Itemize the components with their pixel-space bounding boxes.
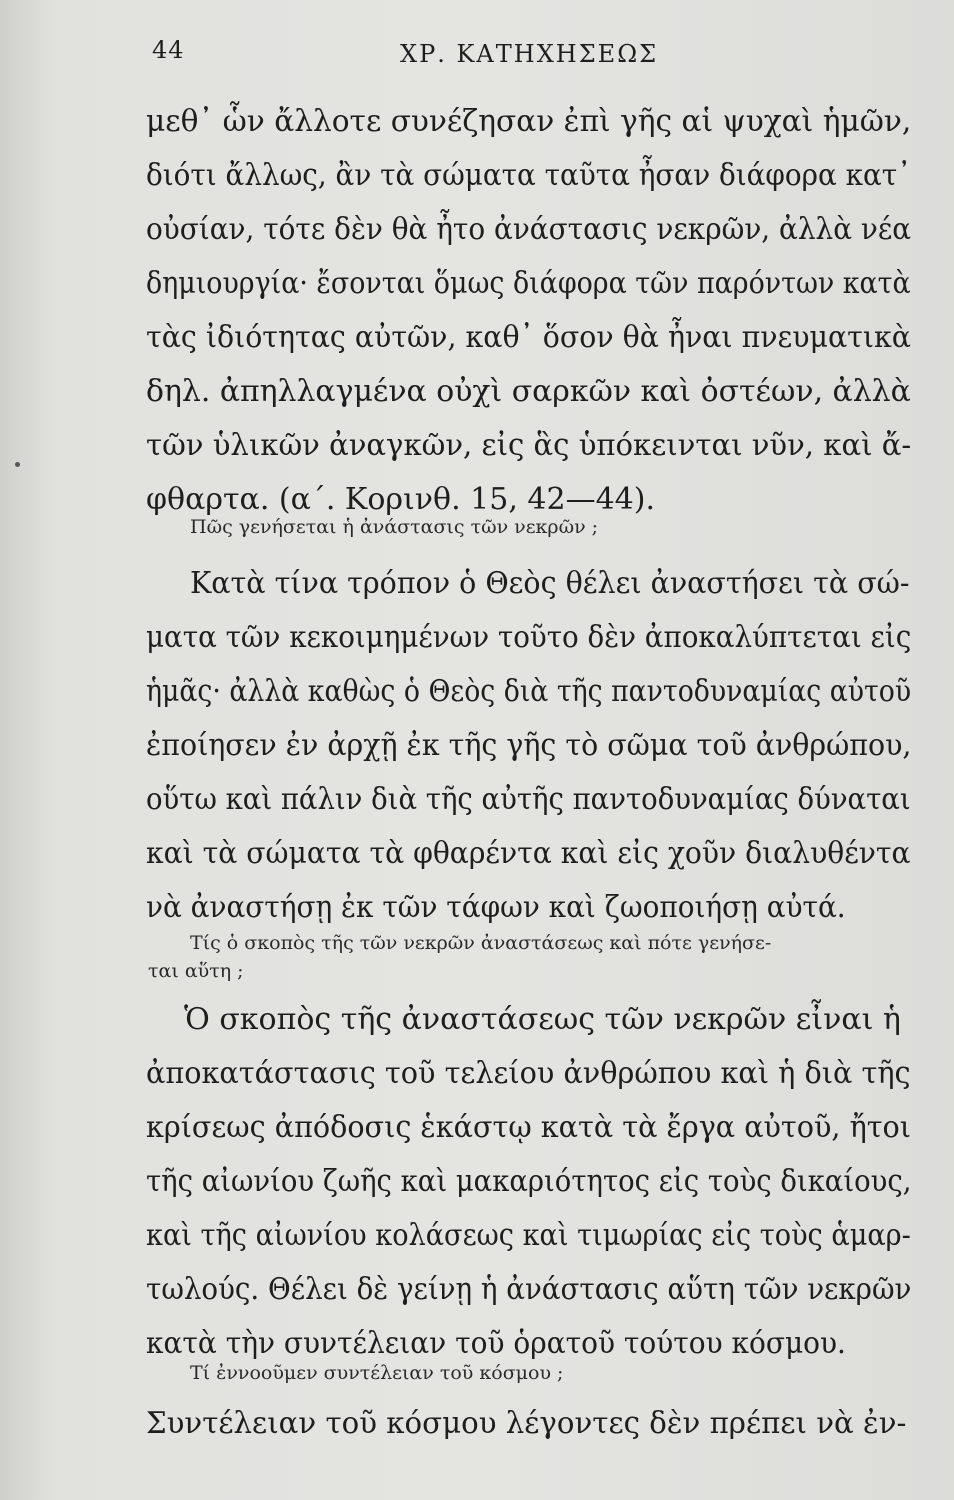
body-line: ἡμᾶς· ἀλλὰ καθὼς ὁ Θεὸς διὰ τῆς παντοδυναμίας αὐτοῦ xyxy=(146,674,912,709)
body-line: μεθ᾽ ὧν ἄλλοτε συνέζησαν ἐπὶ γῆς αἱ ψυχαὶ ἡμῶν, xyxy=(146,104,912,139)
body-line: Κατὰ τίνα τρόπον ὁ Θεὸς θέλει ἀναστήσει τὰ σώ- xyxy=(190,566,910,601)
body-line: οὕτω καὶ πάλιν διὰ τῆς αὐτῆς παντοδυναμίας δύναται xyxy=(146,782,911,817)
question-heading: Πῶς γενήσεται ἡ ἀνάστασις τῶν νεκρῶν ; xyxy=(190,516,599,538)
body-line: κατὰ τὴν συντέλειαν τοῦ ὁρατοῦ τούτου κόσμου. xyxy=(146,1326,846,1361)
page-header xyxy=(0,36,954,76)
body-line: οὐσίαν, τότε δὲν θὰ ἦτο ἀνάστασις νεκρῶν, ἀλλὰ νέα xyxy=(146,212,912,247)
body-line: ματα τῶν κεκοιμημένων τοῦτο δὲν ἀποκαλύπτεται εἰς xyxy=(146,620,912,655)
page-number: 44 xyxy=(152,36,185,64)
question-heading: ται αὕτη ; xyxy=(148,960,244,982)
body-line: φθαρτα. (α΄. Κορινθ. 15, 42—44). xyxy=(146,482,656,517)
question-heading: Τίς ὁ σκοπὸς τῆς τῶν νεκρῶν ἀναστάσεως καὶ πότε γενήσε- xyxy=(190,932,772,954)
body-line: δημιουργία· ἔσονται ὅμως διάφορα τῶν παρόντων κατὰ xyxy=(146,266,911,301)
question-heading: Τί ἐννοοῦμεν συντέλειαν τοῦ κόσμου ; xyxy=(190,1362,564,1384)
margin-speck xyxy=(15,462,20,467)
body-line: τῆς αἰωνίου ζωῆς καὶ μακαριότητος εἰς τοὺς δικαίους, xyxy=(146,1164,912,1199)
body-line: Ὁ σκοπὸς τῆς ἀναστάσεως τῶν νεκρῶν εἶναι ἡ xyxy=(184,1002,901,1037)
body-line: καὶ τῆς αἰωνίου κολάσεως καὶ τιμωρίας εἰς τοὺς ἁμαρ- xyxy=(146,1218,911,1253)
body-line: Συντέλειαν τοῦ κόσμου λέγοντες δὲν πρέπει νὰ ἐν- xyxy=(146,1406,907,1441)
body-line: ἐποίησεν ἐν ἀρχῇ ἐκ τῆς γῆς τὸ σῶμα τοῦ ἀνθρώπου, xyxy=(146,728,912,763)
body-line: τὰς ἰδιότητας αὐτῶν, καθ᾽ ὅσον θὰ ἦναι πνευματικὰ xyxy=(146,320,911,355)
body-line: δηλ. ἀπηλλαγμένα οὐχὶ σαρκῶν καὶ ὀστέων, ἀλλὰ xyxy=(146,374,911,409)
body-line: διότι ἄλλως, ἂν τὰ σώματα ταῦτα ἦσαν διάφορα κατ᾽ xyxy=(146,158,912,193)
body-line: καὶ τὰ σώματα τὰ φθαρέντα καὶ εἰς χοῦν διαλυθέντα xyxy=(146,836,911,871)
body-line: τωλούς. Θέλει δὲ γείνῃ ἡ ἀνάστασις αὕτη τῶν νεκρῶν xyxy=(146,1272,912,1307)
body-line: τῶν ὑλικῶν ἀναγκῶν, εἰς ἃς ὑπόκεινται νῦν, καὶ ἄ- xyxy=(146,428,912,463)
body-line: νὰ ἀναστήσῃ ἐκ τῶν τάφων καὶ ζωοποιήσῃ αὐτά. xyxy=(146,890,846,925)
body-line: κρίσεως ἀπόδοσις ἑκάστῳ κατὰ τὰ ἔργα αὐτοῦ, ἤτοι xyxy=(146,1110,912,1145)
running-title: ΧΡ. ΚΑΤΗΧΗΣΕΩΣ xyxy=(400,40,659,68)
body-line: ἀποκατάστασις τοῦ τελείου ἀνθρώπου καὶ ἡ διὰ τῆς xyxy=(146,1056,911,1091)
